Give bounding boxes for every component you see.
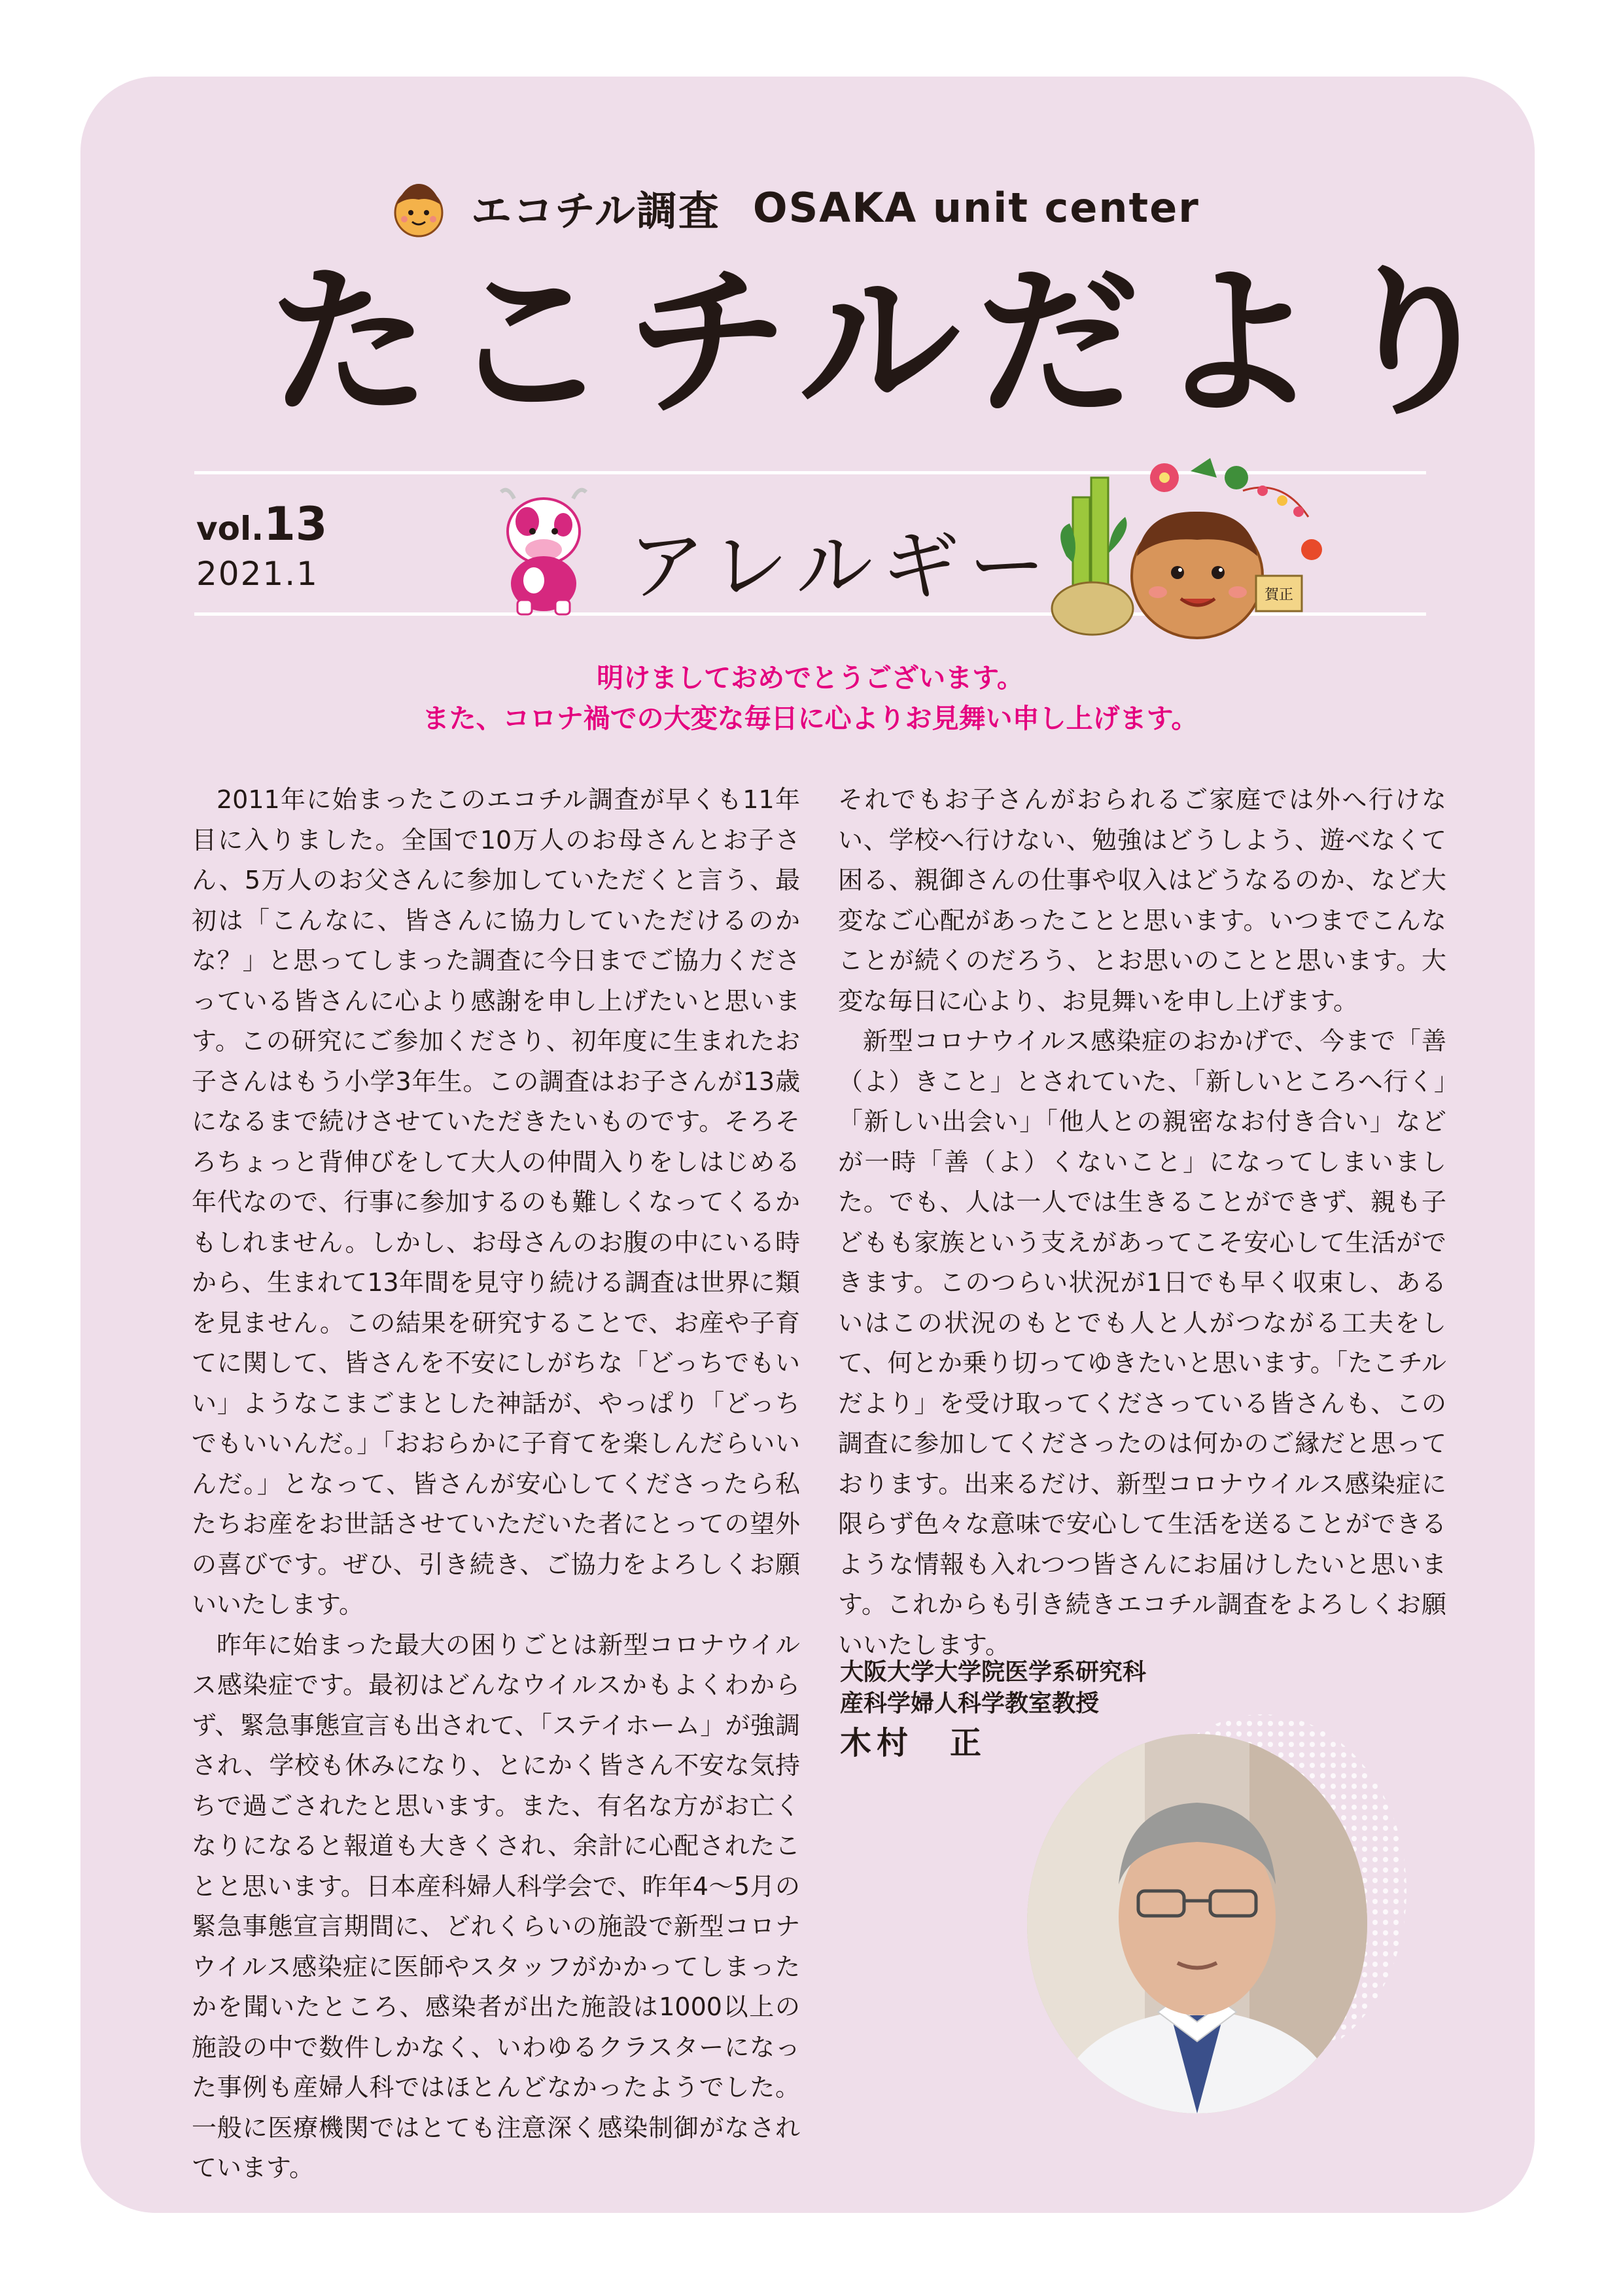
takochiru-mascot-icon [386, 175, 451, 240]
author-affiliation-2: 産科学婦人科学教室教授 [840, 1690, 1100, 1717]
volume-prefix: vol. [196, 510, 264, 548]
cow-illustration-icon [495, 486, 593, 616]
article-column-right [838, 780, 1446, 1665]
article-paragraph-continued: それでもお子さんがおられるご家庭では外へ行けない、学校へ行けない、勉強はどうしよう、遊べなくて困る、親御さんの仕事や収入はどうなるのか、など大変なご心配があったことと思います。いつまでこんなことが続くのだろう、とお思いのことと思います。大変な毎日に心より、お見舞いを申し上げます。 [838, 785, 1446, 1016]
article-paragraph: 新型コロナウイルス感染症のおかげで、今まで「善（よ）きこと」とされていた、「新しいところへ行く」「新しい出会い」「他人との親密なお付き合い」などが一時「善（よ）くないこと」になってしまいました。でも、人は一人では生きることができず、親も子どもも家族という支えがあってこそ安心して生活ができます。このつらい状況が1日でも早く収束し、あるいはこの状況のもとでも人と人がつながる工夫をして、何とか乗り切ってゆきたいと思います。「たこチルだより」を受け取ってくださっている皆さんも、この調査に参加してくださったのは何かのご縁だと思っております。出来るだけ、新型コロナウイルス感染症に限らず色々な意味で安心して生活を送ることができるような情報も入れつつ皆さんにお届けしたいと思います。これからも引き続きエコチル調査をよろしくお願いいたします。 [838, 1027, 1446, 1659]
author-portrait-wrapper [1014, 1708, 1406, 2127]
article-column-left [192, 780, 800, 2189]
author-photo [1027, 1734, 1367, 2113]
issue-date: 2021.1 [196, 555, 319, 593]
volume-number: 13 [264, 497, 328, 551]
greeting-line-1: 明けましておめでとうございます。 [597, 662, 1024, 694]
article-paragraph: 2011年に始まったこのエコチル調査が早くも11年目に入りました。全国で10万人のお母さんとお子さん、5万人のお父さんに参加していただくと言う、最初は「こんなに、皆さんに協力していただけるのかな？」と思ってしまった調査に今日までご協力くださっている皆さんに心より感謝を申し上げたいと思います。この研究にご参加くださり、初年度に生まれたお子さんはもう小学3年生。この調査はお子さんが13歳になるまで続けさせていただきたいものです。そろそろちょっと背伸びをして大人の仲間入りをしはじめる年代なので、行事に参加するのも難しくなってくるかもしれません。しかし、お母さんのお腹の中にいる時から、生まれて13年間を見守り続ける調査は世界に類を見ません。この結果を研究することで、お産や子育てに関して、皆さんを不安にしがちな「どっちでもいい」ようなこまごまとした神話が、やっぱり「どっちでもいいんだ。」「おおらかに子育てを楽しんだらいいんだ。」となって、皆さんが安心してくださったら私たちお産をお世話させていただいた者にとっての望外の喜びです。ぜひ、引き続き、ご協力をよろしくお願いいたします。 [192, 785, 800, 1619]
newsletter-title: たこチルだより [268, 249, 1515, 438]
author-name: 木村 正 [840, 1725, 987, 1761]
issue-theme: アレルギー [628, 521, 1055, 611]
volume-label [196, 497, 328, 551]
article-paragraph: 昨年に始まった最大の困りごとは新型コロナウイルス感染症です。最初はどんなウイルスかもよくわからず、緊急事態宣言も出されて、「ステイホーム」が強調され、学校も休みになり、とにかく皆さん不安な気持ちで過ごされたと思います。また、有名な方がお亡くなりになると報道も大きくされ、余計に心配されたことと思います。日本産科婦人科学会で、昨年4～5月の緊急事態宣言期間に、どれくらいの施設で新型コロナウイルス感染症に医師やスタッフがかかってしまったかを聞いたところ、感染者が出た施設は1000以上の施設の中で数件しかなく、いわゆるクラスターになった事例も産婦人科ではほとんどなかったようでした。一般に医療機関ではとても注意深く感染制御がなされています。 [192, 1630, 800, 2182]
author-affiliation-1: 大阪大学大学院医学系研究科 [840, 1659, 1147, 1686]
nenga-plaque-text: 賀正 [1264, 587, 1294, 603]
greeting-line-2: また、コロナ禍での大変な毎日に心よりお見舞い申し上げます。 [422, 703, 1198, 734]
brand-name-jp: エコチル調査 [471, 186, 720, 235]
author-photo-drawing [1027, 1734, 1367, 2113]
brand-row [386, 171, 1200, 243]
brand-name-en: OSAKA unit center [752, 183, 1200, 232]
new-year-mascot-illustration [1047, 451, 1335, 648]
new-year-greeting [194, 658, 1426, 739]
